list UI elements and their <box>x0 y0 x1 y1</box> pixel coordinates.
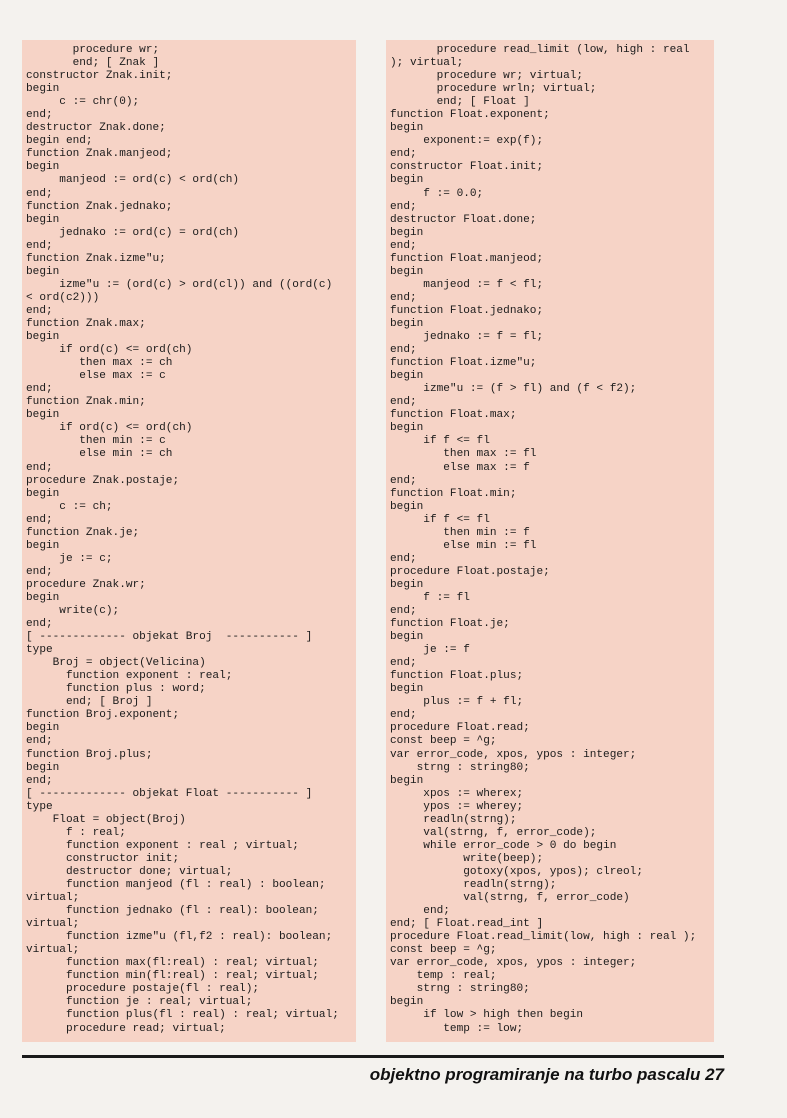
code-line: var error_code, xpos, ypos : integer; <box>390 748 637 761</box>
code-line: je := c; <box>26 552 113 565</box>
code-line: then min := c <box>26 435 166 448</box>
code-line: procedure wrln; virtual; <box>390 83 597 96</box>
code-line: constructor Znak.init; <box>26 70 173 83</box>
code-line: function Znak.jednako; <box>26 200 173 213</box>
code-line: manjeod := f < fl; <box>390 278 544 291</box>
code-line: destructor Float.done; <box>390 213 537 226</box>
code-line: function min(fl:real) : real; virtual; <box>26 970 319 983</box>
code-line: end; <box>26 239 53 252</box>
code-line: end; <box>26 735 53 748</box>
code-line: constructor Float.init; <box>390 161 544 174</box>
code-line: procedure read; virtual; <box>26 1022 226 1035</box>
code-line: Broj = object(Velicina) <box>26 657 206 670</box>
code-line: f := 0.0; <box>390 187 484 200</box>
code-line: plus := f + fl; <box>390 696 524 709</box>
code-line: function Float.manjeod; <box>390 252 544 265</box>
code-line: end; [ Broj ] <box>26 696 153 709</box>
code-line: begin <box>390 578 424 591</box>
code-line: jednako := f = fl; <box>390 331 544 344</box>
code-line: function max(fl:real) : real; virtual; <box>26 957 319 970</box>
code-line: procedure Float.read_limit(low, high : real ); <box>390 931 697 944</box>
code-line: if ord(c) <= ord(ch) <box>26 344 193 357</box>
code-line: < ord(c2))) <box>26 291 100 304</box>
code-line: procedure Float.postaje; <box>390 565 550 578</box>
code-line: gotoxy(xpos, ypos); clreol; <box>390 865 643 878</box>
code-line: xpos := wherex; <box>390 787 524 800</box>
code-line: function Znak.max; <box>26 317 146 330</box>
code-line: end; <box>26 513 53 526</box>
code-line: end; [ Znak ] <box>26 57 160 70</box>
code-line: else min := ch <box>26 448 173 461</box>
code-line: begin end; <box>26 135 93 148</box>
code-line: function Znak.izme"u; <box>26 252 166 265</box>
code-line: begin <box>390 226 424 239</box>
code-line: val(strng, f, error_code) <box>390 892 630 905</box>
code-line: c := chr(0); <box>26 96 140 109</box>
code-line: end; <box>26 774 53 787</box>
code-line: begin <box>390 265 424 278</box>
page-footer: objektno programiranje na turbo pascalu 27 <box>369 1065 724 1084</box>
code-line: then max := fl <box>390 448 537 461</box>
code-line: begin <box>26 722 60 735</box>
code-line: function Broj.plus; <box>26 748 153 761</box>
code-line: procedure wr; <box>26 44 160 56</box>
code-line: then max := ch <box>26 357 173 370</box>
code-line: [ ------------- objekat Float ----------- ] <box>26 787 313 800</box>
code-line: end; <box>26 461 53 474</box>
code-line: begin <box>26 265 60 278</box>
code-line: procedure Znak.postaje; <box>26 474 180 487</box>
code-line: begin <box>26 83 60 96</box>
code-line: begin <box>390 317 424 330</box>
code-listing-right <box>386 40 714 1036</box>
code-line: c := ch; <box>26 500 113 513</box>
code-line: function Float.max; <box>390 409 517 422</box>
code-line: write(beep); <box>390 852 544 865</box>
code-line: temp := low; <box>390 1022 524 1035</box>
code-line: procedure read_limit (low, high : real <box>390 44 690 56</box>
code-line: strng : string80; <box>390 983 530 996</box>
code-line: procedure wr; virtual; <box>390 70 584 83</box>
code-line: constructor init; <box>26 852 180 865</box>
code-line: strng : string80; <box>390 761 530 774</box>
code-line: function Float.plus; <box>390 670 524 683</box>
footer-rule <box>22 1055 724 1058</box>
code-line: procedure Znak.wr; <box>26 578 146 591</box>
code-line: begin <box>390 683 424 696</box>
code-line: end; <box>390 291 417 304</box>
code-line: readln(strng); <box>390 813 517 826</box>
code-line: je := f <box>390 644 470 657</box>
code-line: then min := f <box>390 526 530 539</box>
code-line: if f <= fl <box>390 435 490 448</box>
code-line: [ ------------- objekat Broj ----------- ] <box>26 631 313 644</box>
code-line: end; <box>26 618 53 631</box>
code-line: end; <box>390 552 417 565</box>
code-line: procedure Float.read; <box>390 722 530 735</box>
code-line: end; <box>390 474 417 487</box>
code-line: while error_code > 0 do begin <box>390 839 617 852</box>
code-line: destructor Znak.done; <box>26 122 166 135</box>
code-line: end; <box>390 344 417 357</box>
code-line: begin <box>390 996 424 1009</box>
code-line: begin <box>26 591 60 604</box>
code-line: begin <box>26 213 60 226</box>
code-line: end; [ Float.read_int ] <box>390 918 544 931</box>
code-listing-left <box>22 40 356 1036</box>
code-line: destructor done; virtual; <box>26 865 233 878</box>
code-line: end; <box>26 565 53 578</box>
code-line: else min := fl <box>390 539 537 552</box>
code-line: begin <box>26 487 60 500</box>
code-line: virtual; <box>26 944 80 957</box>
code-line: end; <box>26 304 53 317</box>
code-line: function Float.jednako; <box>390 304 544 317</box>
code-line: begin <box>26 161 60 174</box>
code-line: function jednako (fl : real): boolean; <box>26 905 319 918</box>
code-line: type <box>26 800 53 813</box>
code-line: function Float.exponent; <box>390 109 550 122</box>
code-line: if ord(c) <= ord(ch) <box>26 422 193 435</box>
code-line: function izme"u (fl,f2 : real): boolean; <box>26 931 333 944</box>
code-line: function Float.je; <box>390 618 510 631</box>
code-line: function Float.izme"u; <box>390 357 537 370</box>
code-line: function exponent : real; <box>26 670 233 683</box>
code-line: begin <box>390 122 424 135</box>
code-line: manjeod := ord(c) < ord(ch) <box>26 174 240 187</box>
code-line: ); virtual; <box>390 57 464 70</box>
code-line: function plus(fl : real) : real; virtual; <box>26 1009 339 1022</box>
code-line: const beep = ^g; <box>390 735 497 748</box>
code-line: virtual; <box>26 918 80 931</box>
code-line: begin <box>390 422 424 435</box>
code-line: function Float.min; <box>390 487 517 500</box>
code-line: function Znak.je; <box>26 526 140 539</box>
code-line: end; <box>390 239 417 252</box>
code-line: end; <box>26 383 53 396</box>
code-line: function Znak.manjeod; <box>26 148 173 161</box>
code-line: function plus : word; <box>26 683 206 696</box>
code-line: begin <box>26 539 60 552</box>
code-line: val(strng, f, error_code); <box>390 826 597 839</box>
code-line: ypos := wherey; <box>390 800 524 813</box>
code-line: end; <box>390 200 417 213</box>
code-line: function exponent : real ; virtual; <box>26 839 299 852</box>
code-column-left <box>22 40 356 1042</box>
code-line: begin <box>26 331 60 344</box>
code-line: jednako := ord(c) = ord(ch) <box>26 226 240 239</box>
code-line: var error_code, xpos, ypos : integer; <box>390 957 637 970</box>
code-line: type <box>26 644 53 657</box>
code-line: write(c); <box>26 605 120 618</box>
code-line: end; [ Float ] <box>390 96 530 109</box>
code-line: begin <box>390 370 424 383</box>
code-line: end; <box>390 148 417 161</box>
code-line: const beep = ^g; <box>390 944 497 957</box>
code-line: virtual; <box>26 892 80 905</box>
code-line: if f <= fl <box>390 513 490 526</box>
code-line: end; <box>390 905 450 918</box>
code-line: else max := c <box>26 370 166 383</box>
code-line: end; <box>26 187 53 200</box>
code-line: begin <box>390 631 424 644</box>
code-line: end; <box>390 396 417 409</box>
code-line: end; <box>390 709 417 722</box>
code-line: end; <box>26 109 53 122</box>
code-line: function Broj.exponent; <box>26 709 180 722</box>
code-line: Float = object(Broj) <box>26 813 186 826</box>
code-line: else max := f <box>390 461 530 474</box>
code-line: begin <box>390 774 424 787</box>
code-line: end; <box>390 605 417 618</box>
code-line: f := fl <box>390 591 470 604</box>
code-line: function je : real; virtual; <box>26 996 253 1009</box>
code-line: begin <box>26 761 60 774</box>
code-line: f : real; <box>26 826 126 839</box>
code-line: begin <box>26 409 60 422</box>
code-line: begin <box>390 500 424 513</box>
code-line: izme"u := (ord(c) > ord(cl)) and ((ord(c) <box>26 278 333 291</box>
code-line: readln(strng); <box>390 879 557 891</box>
code-line: exponent:= exp(f); <box>390 135 544 148</box>
code-line: izme"u := (f > fl) and (f < f2); <box>390 383 637 396</box>
code-line: function Znak.min; <box>26 396 146 409</box>
code-column-right <box>386 40 714 1042</box>
code-line: if low > high then begin <box>390 1009 584 1022</box>
code-line: temp : real; <box>390 970 497 983</box>
code-line: begin <box>390 174 424 187</box>
code-line: function manjeod (fl : real) : boolean; <box>26 879 326 891</box>
code-line: end; <box>390 657 417 670</box>
code-line: procedure postaje(fl : real); <box>26 983 260 996</box>
